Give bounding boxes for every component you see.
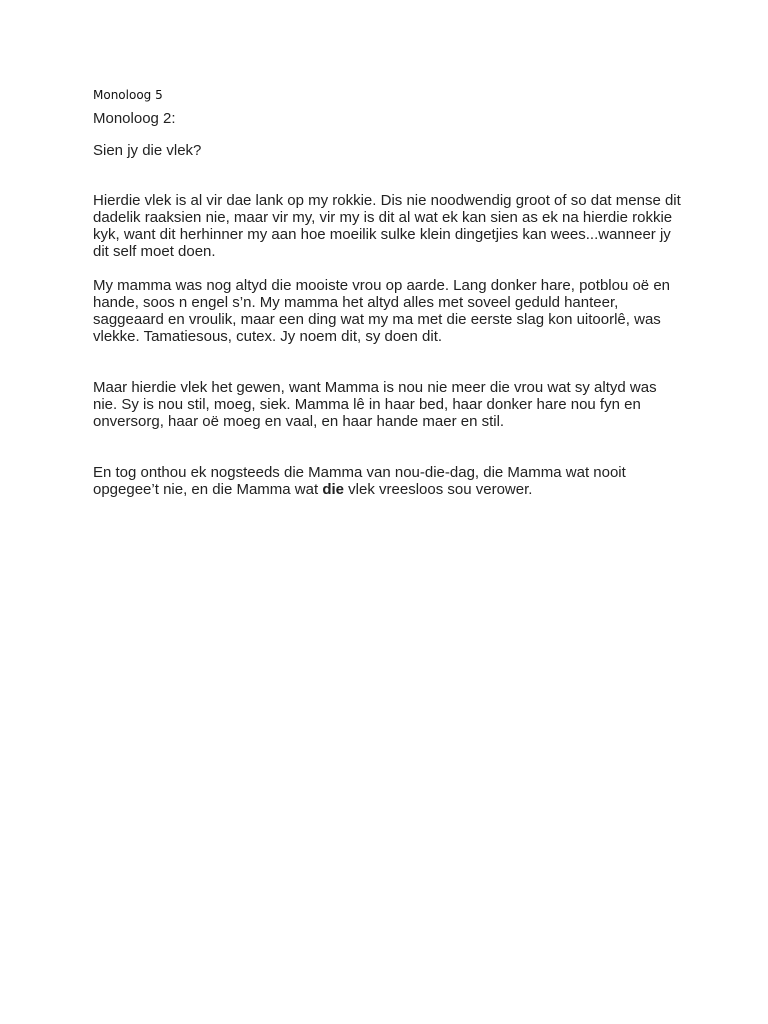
monologue-subtitle: Sien jy die vlek?: [93, 142, 202, 159]
paragraph-4-text-start: En tog onthou ek nogsteeds die Mamma van nou-die-dag, die Mamma wat nooit opgegee’t nie, en die Mamma wat: [93, 464, 626, 498]
paragraph-2: My mamma was nog altyd die mooiste vrou op aarde. Lang donker hare, potblou oë en hande, soos n engel s’n. My mamma het altyd alles met soveel geduld hanteer, saggeaard en vroulik, maar een ding wat my ma met die eerste slag kon uitoorlê, was vlekke. Tamatiesous, cutex. Jy noem dit, sy doen dit.: [93, 277, 671, 345]
document-body: [93, 86, 683, 498]
paragraph-4-bold-word: die: [322, 481, 344, 498]
header-label: Monoloog 5: [93, 88, 163, 102]
paragraph-4: [93, 464, 683, 498]
monologue-title: Monoloog 2:: [93, 110, 176, 127]
paragraph-4-text-end: vlek vreesloos sou verower.: [344, 481, 533, 498]
paragraph-3: Maar hierdie vlek het gewen, want Mamma is nou nie meer die vrou wat sy altyd was nie. Sy is nou stil, moeg, siek. Mamma lê in haar bed, haar donker hare nou fyn en onversorg, haar oë moeg en vaal, en haar hande maer en stil.: [93, 379, 657, 430]
paragraph-1: Hierdie vlek is al vir dae lank op my rokkie. Dis nie noodwendig groot of so dat mense dit dadelik raaksien nie, maar vir my, vir my is dit al wat ek kan sien as ek na hierdie rokkie kyk, want dit herhinner my aan hoe moeilik sulke klein dingetjies kan wees...wanneer jy dit self moet doen.: [93, 192, 681, 260]
